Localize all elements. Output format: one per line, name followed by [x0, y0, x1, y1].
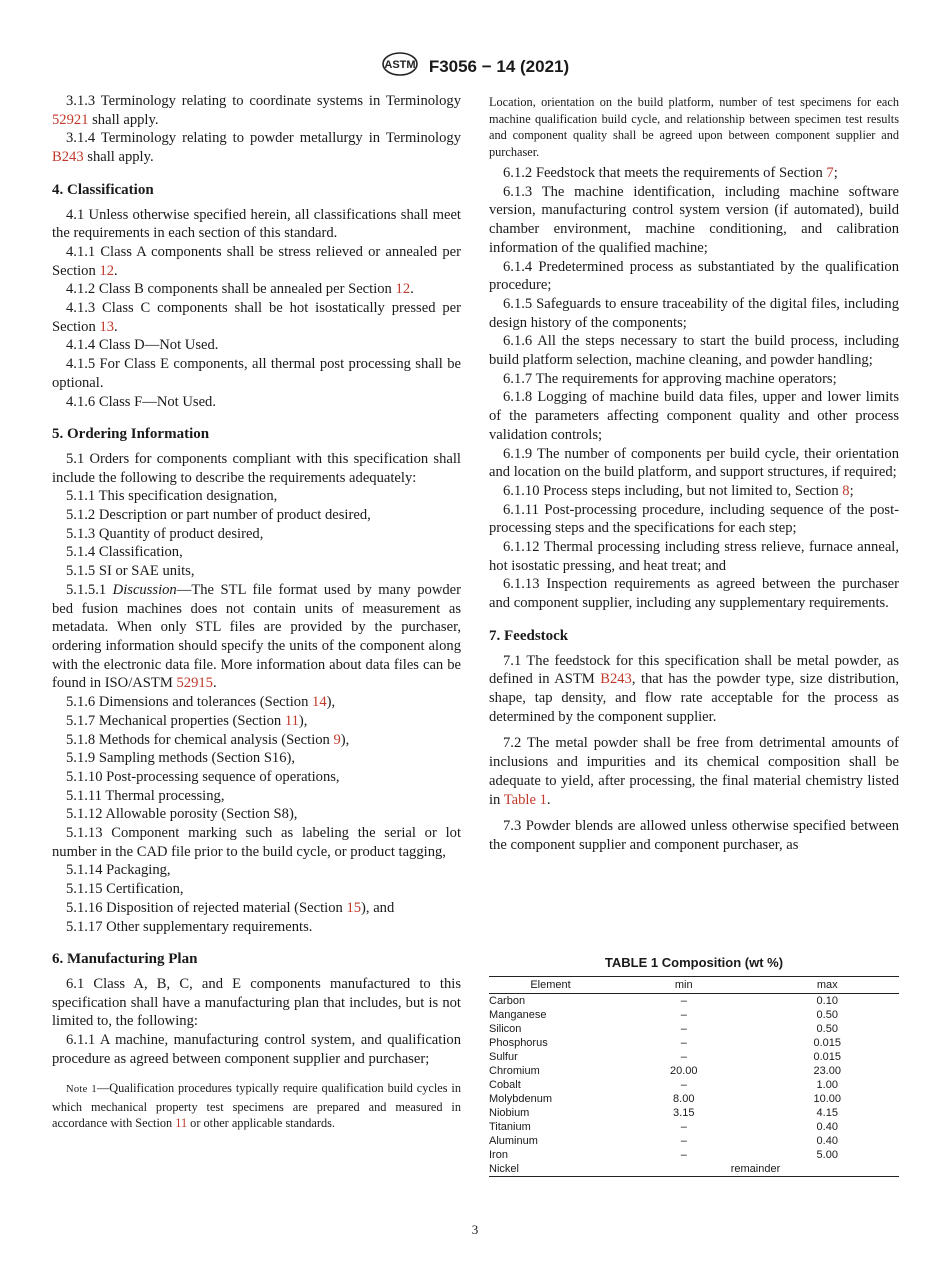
para-4-1-4: 4.1.4 Class D—Not Used.: [66, 337, 219, 354]
min-cell: –: [680, 995, 687, 1007]
para-5-1-13: 5.1.13 Component marking such as labeling the serial or lot number in the CAD file prior to the build cycle, or product tagging,: [52, 825, 461, 860]
table-row: [489, 1050, 899, 1064]
para-4-1-3: 4.1.3 Class C components shall be hot isostatically pressed per Section 13.: [52, 300, 461, 335]
min-cell: –: [680, 1135, 687, 1147]
element-cell: Silicon: [489, 1023, 522, 1035]
para-5-1-1: 5.1.1 This specification designation,: [66, 488, 278, 505]
element-cell: Nickel: [489, 1163, 519, 1175]
right-column: [489, 94, 899, 855]
max-cell: 10.00: [813, 1093, 842, 1105]
column-header: Element: [530, 979, 571, 991]
element-cell: Niobium: [489, 1107, 530, 1119]
table-title: TABLE 1 Composition (wt %): [604, 955, 784, 970]
element-cell: Manganese: [489, 1009, 547, 1021]
max-cell: 0.50: [816, 1023, 838, 1035]
ref-section-12-link[interactable]: 12: [99, 262, 115, 279]
min-cell: 20.00: [669, 1065, 698, 1077]
para-7-2: 7.2 The metal powder shall be free from detrimental amounts of inclusions and impurities and its chemical composition shall be adequate to yield, after processing, the final material chemistry listed in Table 1.: [489, 735, 899, 808]
para-6-1-3: 6.1.3 The machine identification, including machine software version, manufacturing control system version (if automated), build chamber environment, machine conditioning, and calibration information of the qualified machine;: [489, 183, 899, 256]
para-6-1-2: 6.1.2 Feedstock that meets the requirements of Section 7;: [503, 165, 838, 181]
para-4-1-1: 4.1.1 Class A components shall be stress relieved or annealed per Section 12.: [52, 243, 461, 279]
para-4-1-6: 4.1.6 Class F—Not Used.: [66, 393, 216, 410]
para-7-3: 7.3 Powder blends are allowed unless otherwise specified between the component supplier and component purchaser, as: [489, 818, 899, 853]
para-6-1-9: 6.1.9 The number of components per build cycle, their orientation and location on the build platform, and support structures, if required;: [489, 445, 899, 481]
para-3-1-4: 3.1.4 Terminology relating to powder metallurgy in Terminology B243 shall apply.: [52, 130, 461, 166]
para-6-1-8: 6.1.8 Logging of machine build data files, upper and lower limits of the parameters affecting component quality and other process validation controls;: [489, 389, 899, 443]
element-cell: Cobalt: [489, 1079, 521, 1091]
ref-section-14-link[interactable]: 14: [312, 694, 327, 711]
para-6-1-4: 6.1.4 Predetermined process as substantiated by the qualification procedure;: [489, 258, 899, 294]
heading-classification: 4. Classification: [52, 181, 154, 198]
para-5-1: 5.1 Orders for components compliant with this specification shall include the following to describe the requirements adequately:: [52, 450, 461, 486]
max-cell: 1.00: [816, 1079, 838, 1091]
element-cell: Chromium: [489, 1065, 540, 1077]
min-cell: –: [680, 1121, 687, 1133]
table-row: [489, 1036, 899, 1050]
max-cell: 23.00: [813, 1065, 842, 1077]
para-5-1-7: 5.1.7 Mechanical properties (Section 11),: [66, 712, 308, 729]
para-4-1-2: 4.1.2 Class B components shall be annealed per Section 12.: [66, 281, 414, 298]
para-3-1-3: 3.1.3 Terminology relating to coordinate systems in Terminology 52921 shall apply.: [52, 93, 461, 128]
para-6-1-12: 6.1.12 Thermal processing including stress relieve, furnace anneal, hot isostatic pressing, and heat treat; and: [489, 539, 899, 574]
para-5-1-17: 5.1.17 Other supplementary requirements.: [66, 918, 313, 935]
para-5-1-12: 5.1.12 Allowable porosity (Section S8),: [66, 806, 298, 823]
page-number: 3: [471, 1222, 479, 1237]
max-cell: 0.015: [813, 1051, 842, 1063]
element-cell: Aluminum: [489, 1135, 538, 1147]
ref-table-1-link[interactable]: Table 1: [503, 791, 547, 808]
para-5-1-5: 5.1.5 SI or SAE units,: [66, 563, 195, 580]
table-row: [489, 1022, 899, 1036]
para-6-1-6: 6.1.6 All the steps necessary to start the build process, including build platform selection, machine cleaning, and powder handling;: [489, 333, 899, 369]
para-5-1-10: 5.1.10 Post-processing sequence of operations,: [66, 768, 340, 785]
ref-section-11-link[interactable]: 11: [284, 712, 299, 729]
max-cell: 0.015: [813, 1037, 842, 1049]
remainder-cell: remainder: [730, 1163, 781, 1175]
min-cell: –: [680, 1051, 687, 1063]
element-cell: Iron: [489, 1149, 508, 1161]
min-cell: 8.00: [673, 1093, 695, 1105]
table-row: [489, 1162, 899, 1177]
table-row: [489, 1008, 899, 1022]
para-5-1-6: 5.1.6 Dimensions and tolerances (Section 14),: [66, 694, 336, 711]
para-5-1-8: 5.1.8 Methods for chemical analysis (Section 9),: [66, 731, 350, 748]
para-6-1-11: 6.1.11 Post-processing procedure, including sequence of the post-processing steps and the specifications for each step;: [489, 501, 899, 537]
table-row: [489, 1092, 899, 1106]
element-cell: Sulfur: [489, 1051, 518, 1063]
para-7-1: 7.1 The feedstock for this specification shall be metal powder, as defined in ASTM B243, that has the powder type, size distribution, shape, tap density, and flow rate acceptable for the process as determined by the component supplier.: [489, 652, 899, 725]
column-header: max: [816, 979, 838, 991]
table-row: [489, 1106, 899, 1120]
table-row: [489, 1148, 899, 1162]
heading-manufacturing-plan: 6. Manufacturing Plan: [52, 951, 198, 968]
table-header-row: [489, 977, 899, 994]
ref-b243-link[interactable]: B243: [600, 671, 632, 688]
element-cell: Titanium: [489, 1121, 531, 1133]
note-1: Note 1—Qualification procedures typically require qualification build cycles in which mechanical property test specimens are prepared and measured in accordance with Section 11 or other applicable standards.: [52, 1081, 461, 1131]
heading-ordering-information: 5. Ordering Information: [52, 426, 210, 443]
para-5-1-14: 5.1.14 Packaging,: [66, 862, 171, 879]
para-5-1-5-1: 5.1.5.1 Discussion—The STL file format used by many powder bed fusion machines does not contain units of measurement as metadata. When only STL files are provided by the purchaser, ordering information should specify the units of the component along with the electronic data file. More information about data files can be found in ISO/ASTM 52915.: [52, 581, 462, 692]
astm-logo-icon: [381, 52, 419, 81]
para-5-1-4: 5.1.4 Classification,: [66, 544, 183, 561]
para-4-1: 4.1 Unless otherwise specified herein, all classifications shall meet the requirements in each section of this standard.: [52, 206, 461, 242]
para-6-1: 6.1 Class A, B, C, and E components manufactured to this specification shall have a manufacturing plan that includes, but is not limited to, the following:: [52, 975, 461, 1030]
ref-section-9-link[interactable]: 9: [333, 731, 341, 748]
element-cell: Phosphorus: [489, 1037, 548, 1049]
para-5-1-2: 5.1.2 Description or part number of product desired,: [66, 507, 371, 524]
min-cell: 3.15: [673, 1107, 695, 1119]
ref-section-8-link[interactable]: 8: [842, 482, 850, 499]
max-cell: 0.40: [816, 1135, 838, 1147]
heading-feedstock: 7. Feedstock: [489, 627, 569, 644]
table-row: [489, 994, 899, 1009]
min-cell: –: [680, 1079, 687, 1091]
table-row: [489, 1120, 899, 1134]
element-cell: Molybdenum: [489, 1093, 552, 1105]
para-6-1-13: 6.1.13 Inspection requirements as agreed between the purchaser and component supplier, including any supplementary requirements.: [489, 576, 899, 612]
ref-52915-link[interactable]: 52915: [176, 675, 213, 692]
composition-table: [489, 955, 899, 1177]
ref-b243-link[interactable]: B243: [52, 149, 84, 166]
note-1-continued: Location, orientation on the build platform, number of test specimens for each machine qualification build cycle, and relationship between specimen test results and component quality shall be agreed upon between component supplier and purchaser.: [489, 95, 899, 159]
min-cell: –: [680, 1149, 687, 1161]
document-id: F3056 − 14 (2021): [428, 56, 570, 76]
min-cell: –: [680, 1023, 687, 1035]
para-4-1-5: 4.1.5 For Class E components, all thermal post processing shall be optional.: [52, 356, 461, 391]
ref-section-11-link[interactable]: 11: [175, 1116, 188, 1131]
page-header: [0, 52, 950, 81]
max-cell: 5.00: [816, 1149, 838, 1161]
min-cell: –: [680, 1009, 687, 1021]
ref-section-13-link[interactable]: 13: [99, 318, 115, 335]
table-row: [489, 1134, 899, 1148]
para-5-1-11: 5.1.11 Thermal processing,: [66, 787, 225, 804]
ref-section-7-link[interactable]: 7: [826, 165, 834, 181]
para-5-1-9: 5.1.9 Sampling methods (Section S16),: [66, 750, 296, 767]
para-5-1-16: 5.1.16 Disposition of rejected material (Section 15), and: [66, 899, 395, 916]
table-row: [489, 1078, 899, 1092]
max-cell: 0.50: [816, 1009, 838, 1021]
para-6-1-10: 6.1.10 Process steps including, but not limited to, Section 8;: [503, 482, 854, 499]
max-cell: 0.10: [816, 995, 838, 1007]
para-6-1-5: 6.1.5 Safeguards to ensure traceability of the digital files, including design history of the components;: [489, 295, 899, 331]
ref-52921-link[interactable]: 52921: [52, 111, 89, 128]
column-header: min: [674, 979, 693, 991]
ref-section-12-link[interactable]: 12: [395, 281, 411, 298]
para-6-1-1: 6.1.1 A machine, manufacturing control system, and qualification procedure as agreed between component supplier and purchaser;: [52, 1032, 461, 1067]
astm-logo-text: ASTM: [384, 59, 416, 71]
para-6-1-7: 6.1.7 The requirements for approving machine operators;: [503, 370, 837, 387]
para-5-1-3: 5.1.3 Quantity of product desired,: [66, 525, 264, 542]
left-column: [52, 92, 461, 1132]
element-cell: Carbon: [489, 995, 526, 1007]
min-cell: –: [680, 1037, 687, 1049]
para-5-1-15: 5.1.15 Certification,: [66, 881, 184, 898]
table-row: [489, 1064, 899, 1078]
max-cell: 4.15: [816, 1107, 838, 1119]
ref-section-15-link[interactable]: 15: [346, 899, 362, 916]
max-cell: 0.40: [816, 1121, 838, 1133]
